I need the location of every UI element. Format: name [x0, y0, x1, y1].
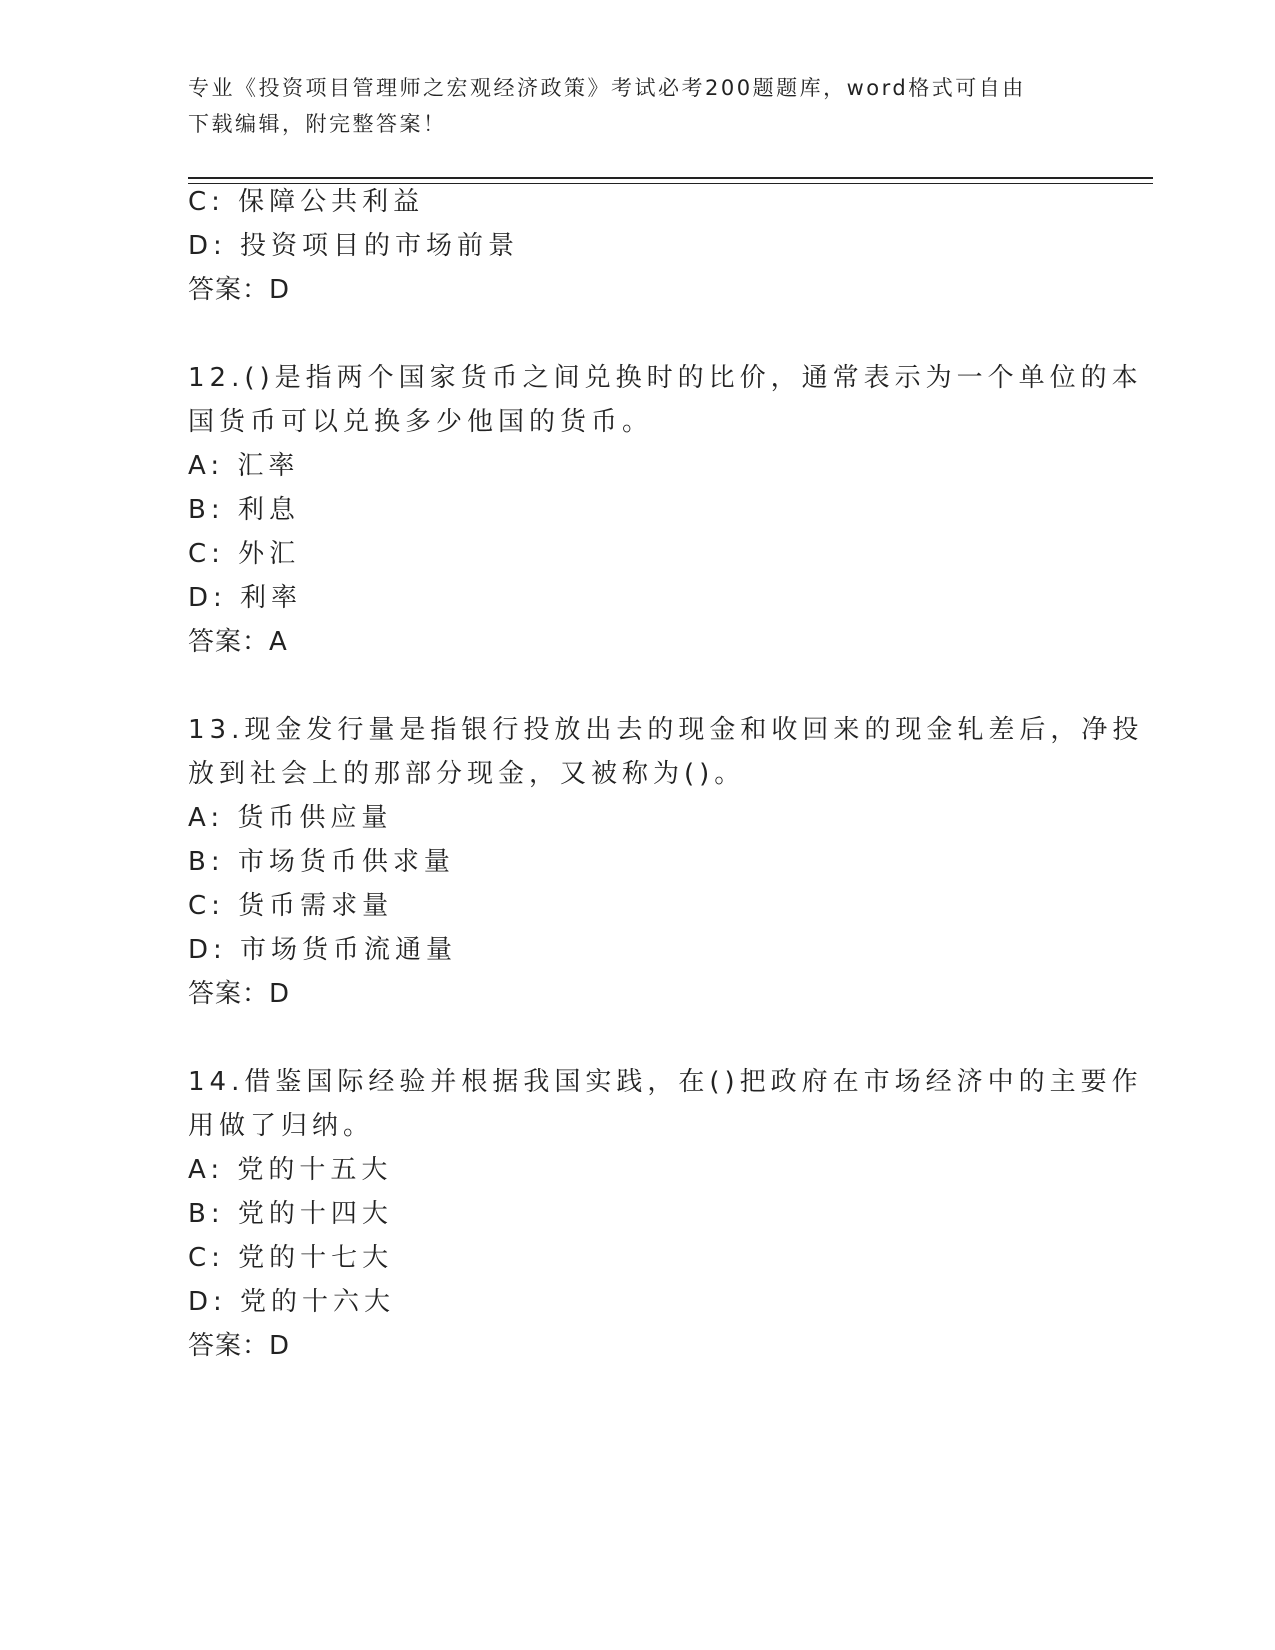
prev-option-c: C: 保障公共利益: [188, 187, 425, 217]
question-14-text-line2: 用做了归纳。: [188, 1111, 375, 1141]
question-12-option-b: B: 利息: [188, 495, 300, 525]
question-14-option-b: B: 党的十四大: [188, 1199, 393, 1229]
question-13-answer: 答案：D: [188, 979, 291, 1009]
question-12-option-d: D: 利率: [188, 583, 303, 613]
question-13-option-a: A: 货币供应量: [188, 803, 393, 833]
header-title-line2: 下载编辑，附完整答案！: [188, 112, 447, 136]
question-12-option-a: A: 汇率: [188, 451, 300, 481]
question-13-option-c: C: 货币需求量: [188, 891, 394, 921]
prev-answer: 答案：D: [188, 275, 291, 305]
question-14-text-line1: 14.借鉴国际经验并根据我国实践，在()把政府在市场经济中的主要作: [188, 1067, 1143, 1097]
prev-option-d: D: 投资项目的市场前景: [188, 231, 520, 261]
question-12-option-c: C: 外汇: [188, 539, 301, 569]
question-14-answer: 答案：D: [188, 1331, 291, 1361]
header-divider: [188, 177, 1153, 179]
question-12-answer: 答案：A: [188, 627, 288, 657]
question-12-text-line2: 国货币可以兑换多少他国的货币。: [188, 407, 654, 437]
question-14-option-d: D: 党的十六大: [188, 1287, 396, 1317]
question-14-option-c: C: 党的十七大: [188, 1243, 394, 1273]
question-12-text-line1: 12.()是指两个国家货币之间兑换时的比价，通常表示为一个单位的本: [188, 363, 1143, 393]
question-13-text-line2: 放到社会上的那部分现金，又被称为()。: [188, 759, 746, 789]
question-13-option-b: B: 市场货币供求量: [188, 847, 455, 877]
document-header: [188, 70, 1088, 142]
question-14-option-a: A: 党的十五大: [188, 1155, 393, 1185]
header-title-line1: 专业《投资项目管理师之宏观经济政策》考试必考200题题库，word格式可自由: [188, 76, 1026, 100]
question-13-option-d: D: 市场货币流通量: [188, 935, 458, 965]
question-13-text-line1: 13.现金发行量是指银行投放出去的现金和收回来的现金轧差后，净投: [188, 715, 1144, 745]
